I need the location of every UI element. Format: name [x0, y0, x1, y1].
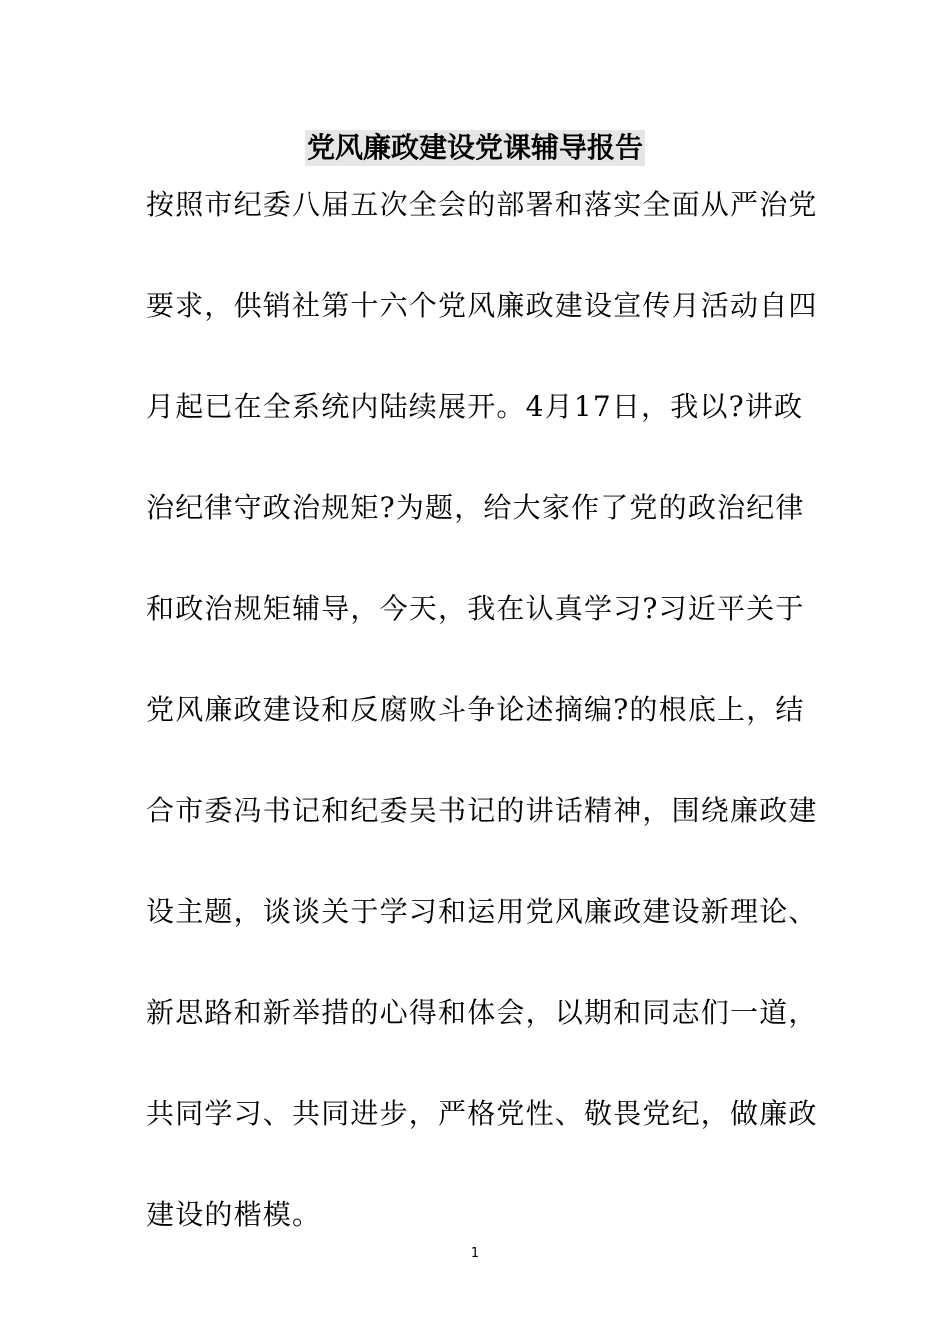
paragraph-line-3: 月起已在全系统内陆续展开。4月17日，我以?讲政 — [146, 390, 804, 423]
paragraph-line-9: 新思路和新举措的心得和体会，以期和同志们一道， — [146, 996, 818, 1029]
paragraph-line-5: 和政治规矩辅导，今天，我在认真学习?习近平关于 — [146, 592, 805, 625]
paragraph-line-7: 合市委冯书记和纪委吴书记的讲话精神，围绕廉政建 — [146, 794, 818, 827]
paragraph-line-11: 建设的楷模。 — [146, 1198, 322, 1231]
body-paragraph — [146, 154, 818, 1265]
page-number: 1 — [470, 1246, 480, 1261]
paragraph-line-1: 按照市纪委八届五次全会的部署和落实全面从严治党 — [146, 188, 818, 221]
paragraph-line-6: 党风廉政建设和反腐败斗争论述摘编?的根底上，结 — [146, 693, 805, 726]
paragraph-line-2: 要求，供销社第十六个党风廉政建设宣传月活动自四 — [146, 289, 818, 322]
paragraph-line-10: 共同学习、共同进步，严格党性、敬畏党纪，做廉政 — [146, 1097, 818, 1130]
paragraph-line-4: 治纪律守政治规矩?为题，给大家作了党的政治纪律 — [146, 491, 805, 524]
paragraph-line-8: 设主题，谈谈关于学习和运用党风廉政建设新理论、 — [146, 895, 818, 928]
document-title: 党风廉政建设党课辅导报告 — [306, 131, 643, 164]
